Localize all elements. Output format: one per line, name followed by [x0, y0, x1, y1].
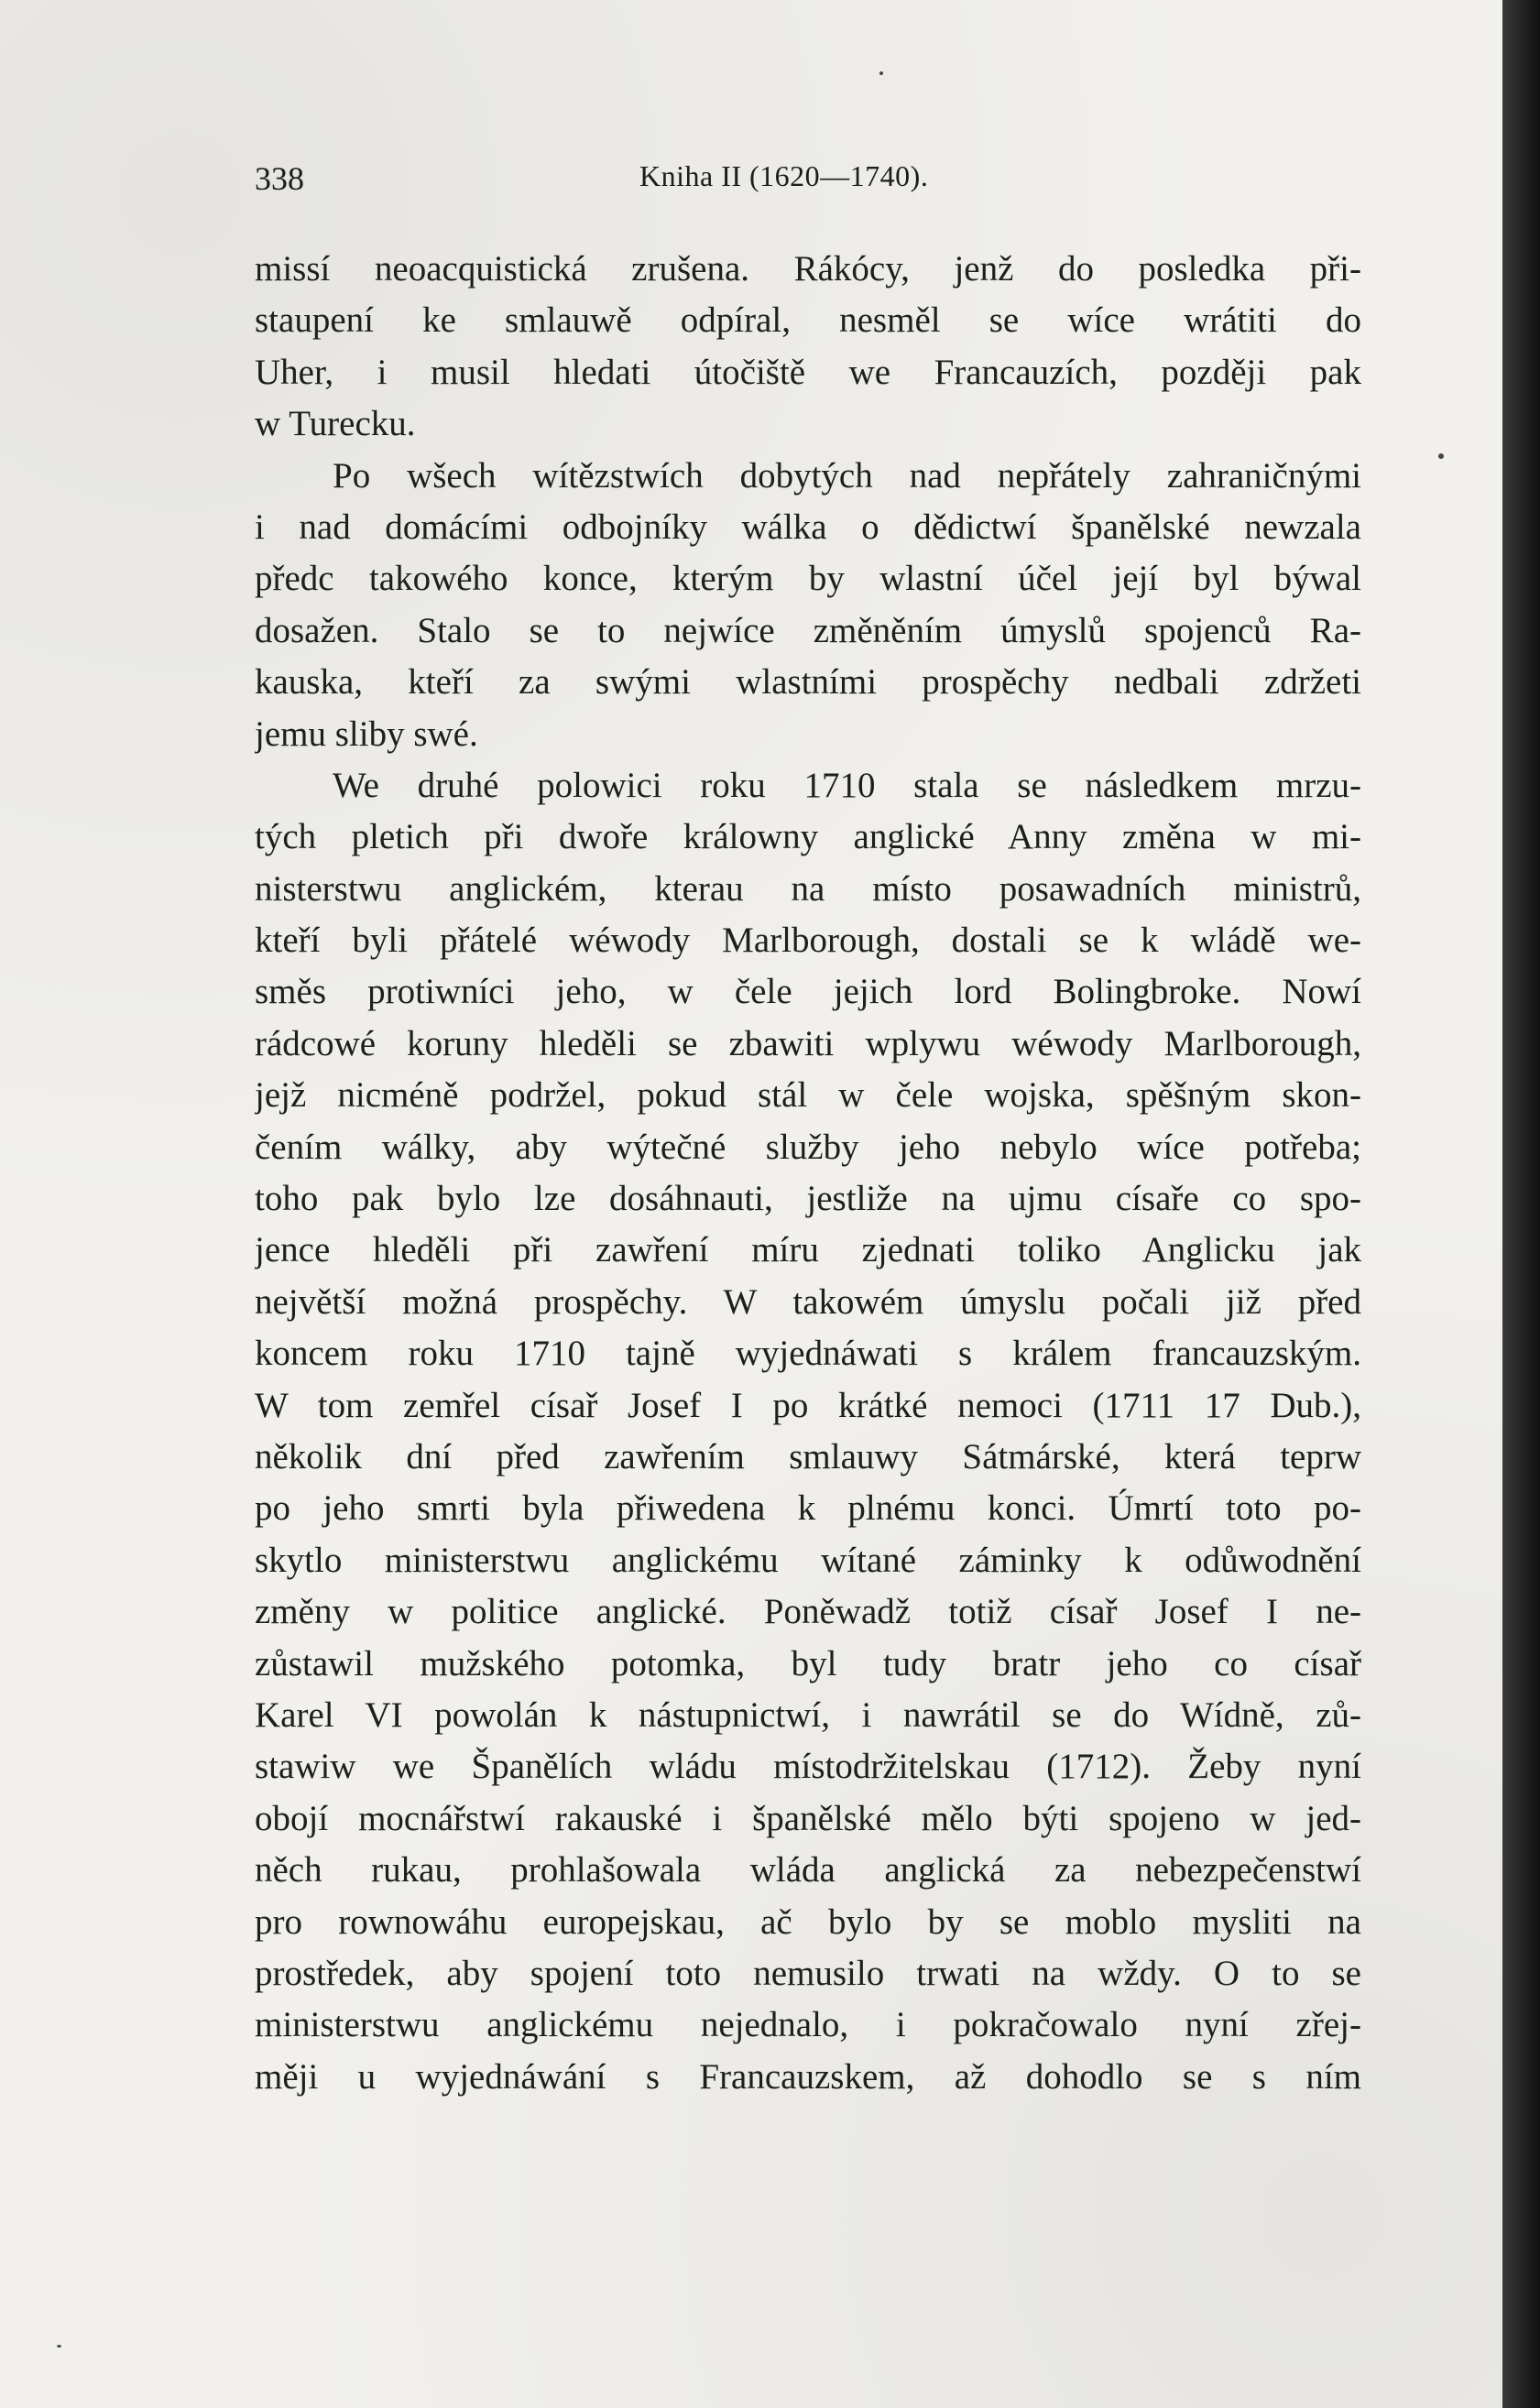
- text-line: staupení ke smlauwě odpíral, nesměl se wíce wrátiti do: [255, 300, 1361, 341]
- text-line: obojí mocnářstwí rakauské i španělské mělo býti spojeno w jed-: [255, 1798, 1361, 1838]
- scan-speck: [1438, 453, 1444, 459]
- text-line: nisterstwu anglickém, kterau na místo posawadních ministrů,: [255, 868, 1361, 909]
- running-title: Kniha II (1620—1740).: [639, 159, 929, 192]
- text-line: jejž nicméně podržel, pokud stál w čele wojska, spěšným skon-: [255, 1075, 1361, 1116]
- text-line: tých pletich při dwoře králowny anglické Anny změna w mi-: [255, 817, 1361, 857]
- text-line: měji u wyjednáwání s Francauzskem, až dohodlo se s ním: [255, 2056, 1361, 2097]
- text-line: kteří byli přátelé wéwody Marlborough, dostali se k wládě we-: [255, 921, 1361, 961]
- scan-speck: [57, 2345, 61, 2348]
- text-line: Uher, i musil hledati útočiště we Francauzích, později pak: [255, 352, 1361, 392]
- text-line: koncem roku 1710 tajně wyjednáwati s králem francauzským.: [255, 1334, 1361, 1374]
- text-line: jence hleděli při zawření míru zjednati toliko Anglicku jak: [255, 1230, 1361, 1270]
- text-line: kauska, kteří za swými wlastními prospěchy nedbali zdržeti: [255, 662, 1361, 703]
- text-line: změny w politice anglické. Poněwadž totiž císař Josef I ne-: [255, 1592, 1361, 1632]
- text-line: největší možná prospěchy. W takowém úmyslu počali již před: [255, 1281, 1361, 1322]
- text-line: zůstawil mužského potomka, byl tudy bratr jeho co císař: [255, 1643, 1361, 1683]
- text-line: missí neoacquistická zrušena. Rákócy, jenž do posledka při-: [255, 249, 1361, 289]
- scan-speck: [879, 71, 883, 75]
- scan-edge-shadow: [1502, 0, 1540, 2408]
- text-line: prostředek, aby spojení toto nemusilo trwati na wždy. O to se: [255, 1953, 1361, 1993]
- text-line: jemu sliby swé.: [255, 714, 478, 754]
- text-line: We druhé polowici roku 1710 stala se následkem mrzu-: [333, 765, 1361, 805]
- text-line: něch rukau, prohlašowala wláda anglická za nebezpečenstwí: [255, 1850, 1361, 1890]
- page-header: [255, 154, 1361, 205]
- text-line: skytlo ministerstwu anglickému wítané záminky k odůwodnění: [255, 1540, 1361, 1580]
- text-line: několik dní před zawřením smlauwy Sátmárské, která teprw: [255, 1436, 1361, 1476]
- text-line: pro rownowáhu europejskau, ač bylo by se moblo mysliti na: [255, 1901, 1361, 1942]
- text-line: po jeho smrti byla přiwedena k plnému konci. Úmrtí toto po-: [255, 1488, 1361, 1529]
- text-line: ministerstwu anglickému nejednalo, i pokračowalo nyní zřej-: [255, 2005, 1361, 2045]
- text-line: směs protiwníci jeho, w čele jejich lord Bolingbroke. Nowí: [255, 972, 1361, 1012]
- page-number: 338: [255, 160, 304, 197]
- text-line: předc takowého konce, kterým by wlastní účel její byl býwal: [255, 559, 1361, 599]
- text-line: W tom zemřel císař Josef I po krátké nemoci (1711 17 Dub.),: [255, 1385, 1361, 1425]
- text-line: čením wálky, aby wýtečné služby jeho nebylo wíce potřeba;: [255, 1127, 1361, 1167]
- text-line: Karel VI powolán k nástupnictwí, i nawrátil se do Wídně, zů-: [255, 1694, 1361, 1735]
- text-line: w Turecku.: [255, 404, 416, 444]
- text-line: rádcowé koruny hleděli se zbawiti wplywu wéwody Marlborough,: [255, 1023, 1361, 1063]
- text-line: toho pak bylo lze dosáhnauti, jestliže na ujmu císaře co spo-: [255, 1179, 1361, 1219]
- text-line: dosažen. Stalo se to nejwíce změněním úmyslů spojenců Ra-: [255, 610, 1361, 650]
- body-text: [255, 244, 1361, 2103]
- text-line: Po wšech wítězstwích dobytých nad nepřátely zahraničnými: [333, 455, 1361, 496]
- text-line: i nad domácími odbojníky wálka o dědictwí španělské newzala: [255, 507, 1361, 547]
- text-line: stawiw we Španělích wládu místodržitelskau (1712). Žeby nyní: [255, 1747, 1361, 1787]
